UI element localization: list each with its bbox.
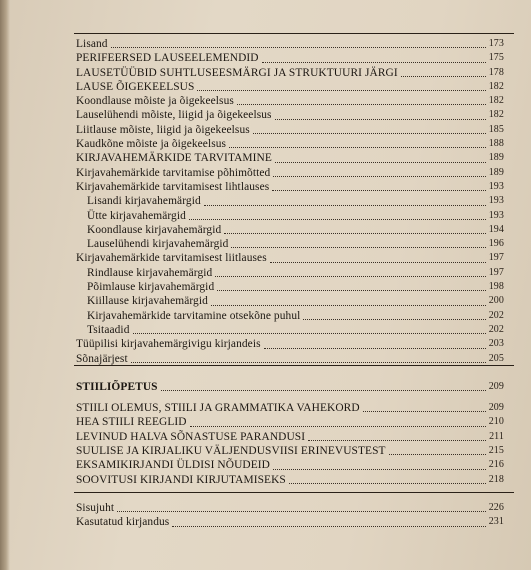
- dot-leader: [275, 151, 486, 163]
- toc-entry: [76, 137, 504, 151]
- dot-leader: [289, 472, 486, 484]
- dot-leader: [211, 294, 486, 306]
- toc-entry-title: PERIFEERSED LAUSEELEMENDID: [76, 52, 259, 65]
- toc-page-number: 210: [488, 416, 504, 428]
- toc-page-number: 189: [488, 166, 504, 178]
- toc-entry: [76, 123, 504, 137]
- toc-entry-title: Kiillause kirjavahemärgid: [87, 295, 208, 308]
- toc-group-appendix: [76, 501, 504, 530]
- toc-entry: [76, 280, 504, 294]
- toc-entry-title: Lisandi kirjavahemärgid: [87, 195, 201, 208]
- dot-leader: [133, 322, 486, 334]
- toc-page-number: 211: [489, 430, 504, 442]
- dot-leader: [401, 65, 486, 77]
- toc-entry: [76, 380, 504, 394]
- toc-page-number: 188: [488, 138, 504, 150]
- toc-entry-title: Koondlause kirjavahemärgid: [87, 223, 222, 236]
- toc-entry: [76, 352, 504, 366]
- dot-leader: [308, 429, 486, 441]
- toc-page-number: 218: [488, 473, 504, 485]
- toc-entry: [76, 430, 504, 444]
- dot-leader: [204, 194, 486, 206]
- toc-page-number: 189: [488, 152, 504, 164]
- dot-leader: [264, 337, 486, 349]
- toc-page-number: 198: [488, 281, 504, 293]
- toc-page-number: 196: [488, 238, 504, 250]
- dot-leader: [217, 279, 485, 291]
- toc-entry: [76, 515, 504, 529]
- toc-entry: [76, 401, 504, 415]
- toc-entry-title: Kirjavahemärkide tarvitamisest liitlauses: [76, 252, 267, 265]
- toc-entry-title: Ütte kirjavahemärgid: [87, 209, 186, 222]
- dot-leader: [363, 400, 486, 412]
- toc-page-number: 197: [488, 252, 504, 264]
- toc-entry-title: Liitlause mõiste, liigid ja õigekeelsus: [76, 123, 250, 136]
- toc-entry: [76, 251, 504, 265]
- toc-entry-title: Kirjavahemärkide tarvitamise põhimõtted: [76, 166, 271, 179]
- toc-entry-title: Koondlause mõiste ja õigekeelsus: [76, 95, 234, 108]
- toc-entry-title: EKSAMIKIRJANDI ÜLDISI NÕUDEID: [76, 459, 270, 472]
- toc-entry: [76, 458, 504, 472]
- dot-leader: [215, 265, 485, 277]
- toc-group-grammar: [76, 37, 504, 366]
- dot-leader: [272, 179, 485, 191]
- toc-page-number: 175: [488, 52, 504, 64]
- dot-leader: [303, 308, 485, 320]
- toc-page-number: 182: [488, 109, 504, 121]
- top-rule: [74, 33, 514, 34]
- toc-entry: [76, 501, 504, 515]
- page-gutter-shadow: [0, 0, 10, 570]
- toc-entry: [76, 51, 504, 65]
- toc-entry-title: Põimlause kirjavahemärgid: [87, 281, 215, 294]
- dot-leader: [197, 79, 485, 91]
- toc-entry-title: SUULISE JA KIRJALIKU VÄLJENDUSVIISI ERINEVUSTEST: [76, 445, 386, 458]
- dot-leader: [231, 236, 485, 248]
- toc-page-number: 182: [488, 95, 504, 107]
- toc-page-number: 193: [488, 209, 504, 221]
- toc-page-number: 193: [488, 180, 504, 192]
- toc-entry: [76, 80, 504, 94]
- toc-page-number: 215: [488, 445, 504, 457]
- toc-page-number: 203: [488, 338, 504, 350]
- dot-leader: [111, 36, 486, 48]
- toc-entry: [76, 223, 504, 237]
- toc-page-number: 197: [488, 266, 504, 278]
- toc-page-number: 193: [488, 195, 504, 207]
- toc-section-heading: [76, 380, 504, 394]
- dot-leader: [224, 222, 485, 234]
- toc-group-style: [76, 401, 504, 487]
- toc-entry-title: HEA STIILI REEGLID: [76, 416, 187, 429]
- toc-entry-title: Rindlause kirjavahemärgid: [87, 266, 213, 279]
- toc-entry-title: Tsitaadid: [87, 323, 130, 336]
- dot-leader: [131, 351, 486, 363]
- toc-entry-title: STIILIÕPETUS: [76, 380, 158, 393]
- toc-page-number: 202: [488, 309, 504, 321]
- toc-entry-title: Kasutatud kirjandus: [76, 516, 170, 529]
- table-of-contents: [76, 37, 504, 530]
- toc-entry-title: Lauselühendi kirjavahemärgid: [87, 238, 229, 251]
- toc-entry-title: Lauselühendi mõiste, liigid ja õigekeelsus: [76, 109, 272, 122]
- toc-entry: [76, 237, 504, 251]
- toc-entry-title: KIRJAVAHEMÄRKIDE TARVITAMINE: [76, 152, 272, 165]
- dot-leader: [189, 208, 486, 220]
- toc-entry-title: Kaudkõne mõiste ja õigekeelsus: [76, 138, 227, 151]
- toc-page-number: 209: [488, 402, 504, 414]
- toc-entry: [76, 66, 504, 80]
- toc-entry: [76, 209, 504, 223]
- toc-entry-title: Tüüpilisi kirjavahemärgivigu kirjandeis: [76, 338, 261, 351]
- toc-page-number: 226: [488, 501, 504, 513]
- toc-entry: [76, 266, 504, 280]
- toc-entry: [76, 323, 504, 337]
- dot-leader: [273, 458, 486, 470]
- toc-entry-title: SOOVITUSI KIRJANDI KIRJUTAMISEKS: [76, 473, 286, 486]
- toc-entry-title: LAUSETÜÜBID SUHTLUSEESMÄRGI JA STRUKTUURI JÄRGI: [76, 66, 398, 79]
- toc-page-number: 202: [488, 323, 504, 335]
- dot-leader: [229, 136, 486, 148]
- toc-entry: [76, 37, 504, 51]
- toc-entry: [76, 444, 504, 458]
- toc-entry-title: LEVINUD HALVA SÕNASTUSE PARANDUSI: [76, 430, 306, 443]
- toc-entry: [76, 94, 504, 108]
- toc-entry-title: Kirjavahemärkide tarvitamine otsekõne puhul: [87, 309, 301, 322]
- toc-page-number: 173: [488, 38, 504, 49]
- toc-entry: [76, 180, 504, 194]
- toc-entry: [76, 194, 504, 208]
- toc-entry-title: Sisujuht: [76, 501, 115, 514]
- toc-entry: [76, 337, 504, 351]
- toc-entry-title: Kirjavahemärkide tarvitamisest lihtlauses: [76, 180, 270, 193]
- toc-entry-title: STIILI OLEMUS, STIILI JA GRAMMATIKA VAHEKORD: [76, 402, 360, 415]
- toc-entry: [76, 415, 504, 429]
- dot-leader: [190, 415, 486, 427]
- dot-leader: [237, 93, 486, 105]
- dot-leader: [172, 515, 485, 527]
- toc-page-number: 185: [488, 123, 504, 135]
- toc-entry-title: Lisand: [76, 38, 108, 50]
- toc-entry-title: Sõnajärjest: [76, 352, 128, 365]
- dot-leader: [270, 251, 486, 263]
- dot-leader: [275, 108, 486, 120]
- toc-page-number: 205: [488, 352, 504, 364]
- toc-entry: [76, 294, 504, 308]
- toc-page-number: 216: [488, 459, 504, 471]
- dot-leader: [262, 51, 486, 63]
- dot-leader: [389, 443, 486, 455]
- dot-leader: [117, 500, 486, 512]
- toc-entry: [76, 166, 504, 180]
- dot-leader: [161, 379, 486, 391]
- dot-leader: [253, 122, 486, 134]
- toc-entry: [76, 473, 504, 487]
- toc-entry: [76, 309, 504, 323]
- toc-page-number: 231: [488, 516, 504, 528]
- toc-page-number: 182: [488, 80, 504, 92]
- toc-page-number: 194: [488, 223, 504, 235]
- toc-page-number: 200: [488, 295, 504, 307]
- toc-page-number: 209: [488, 380, 504, 392]
- toc-entry-title: LAUSE ÕIGEKEELSUS: [76, 80, 195, 93]
- toc-page-number: 178: [488, 66, 504, 78]
- toc-entry: [76, 108, 504, 122]
- dot-leader: [273, 165, 485, 177]
- toc-entry: [76, 151, 504, 165]
